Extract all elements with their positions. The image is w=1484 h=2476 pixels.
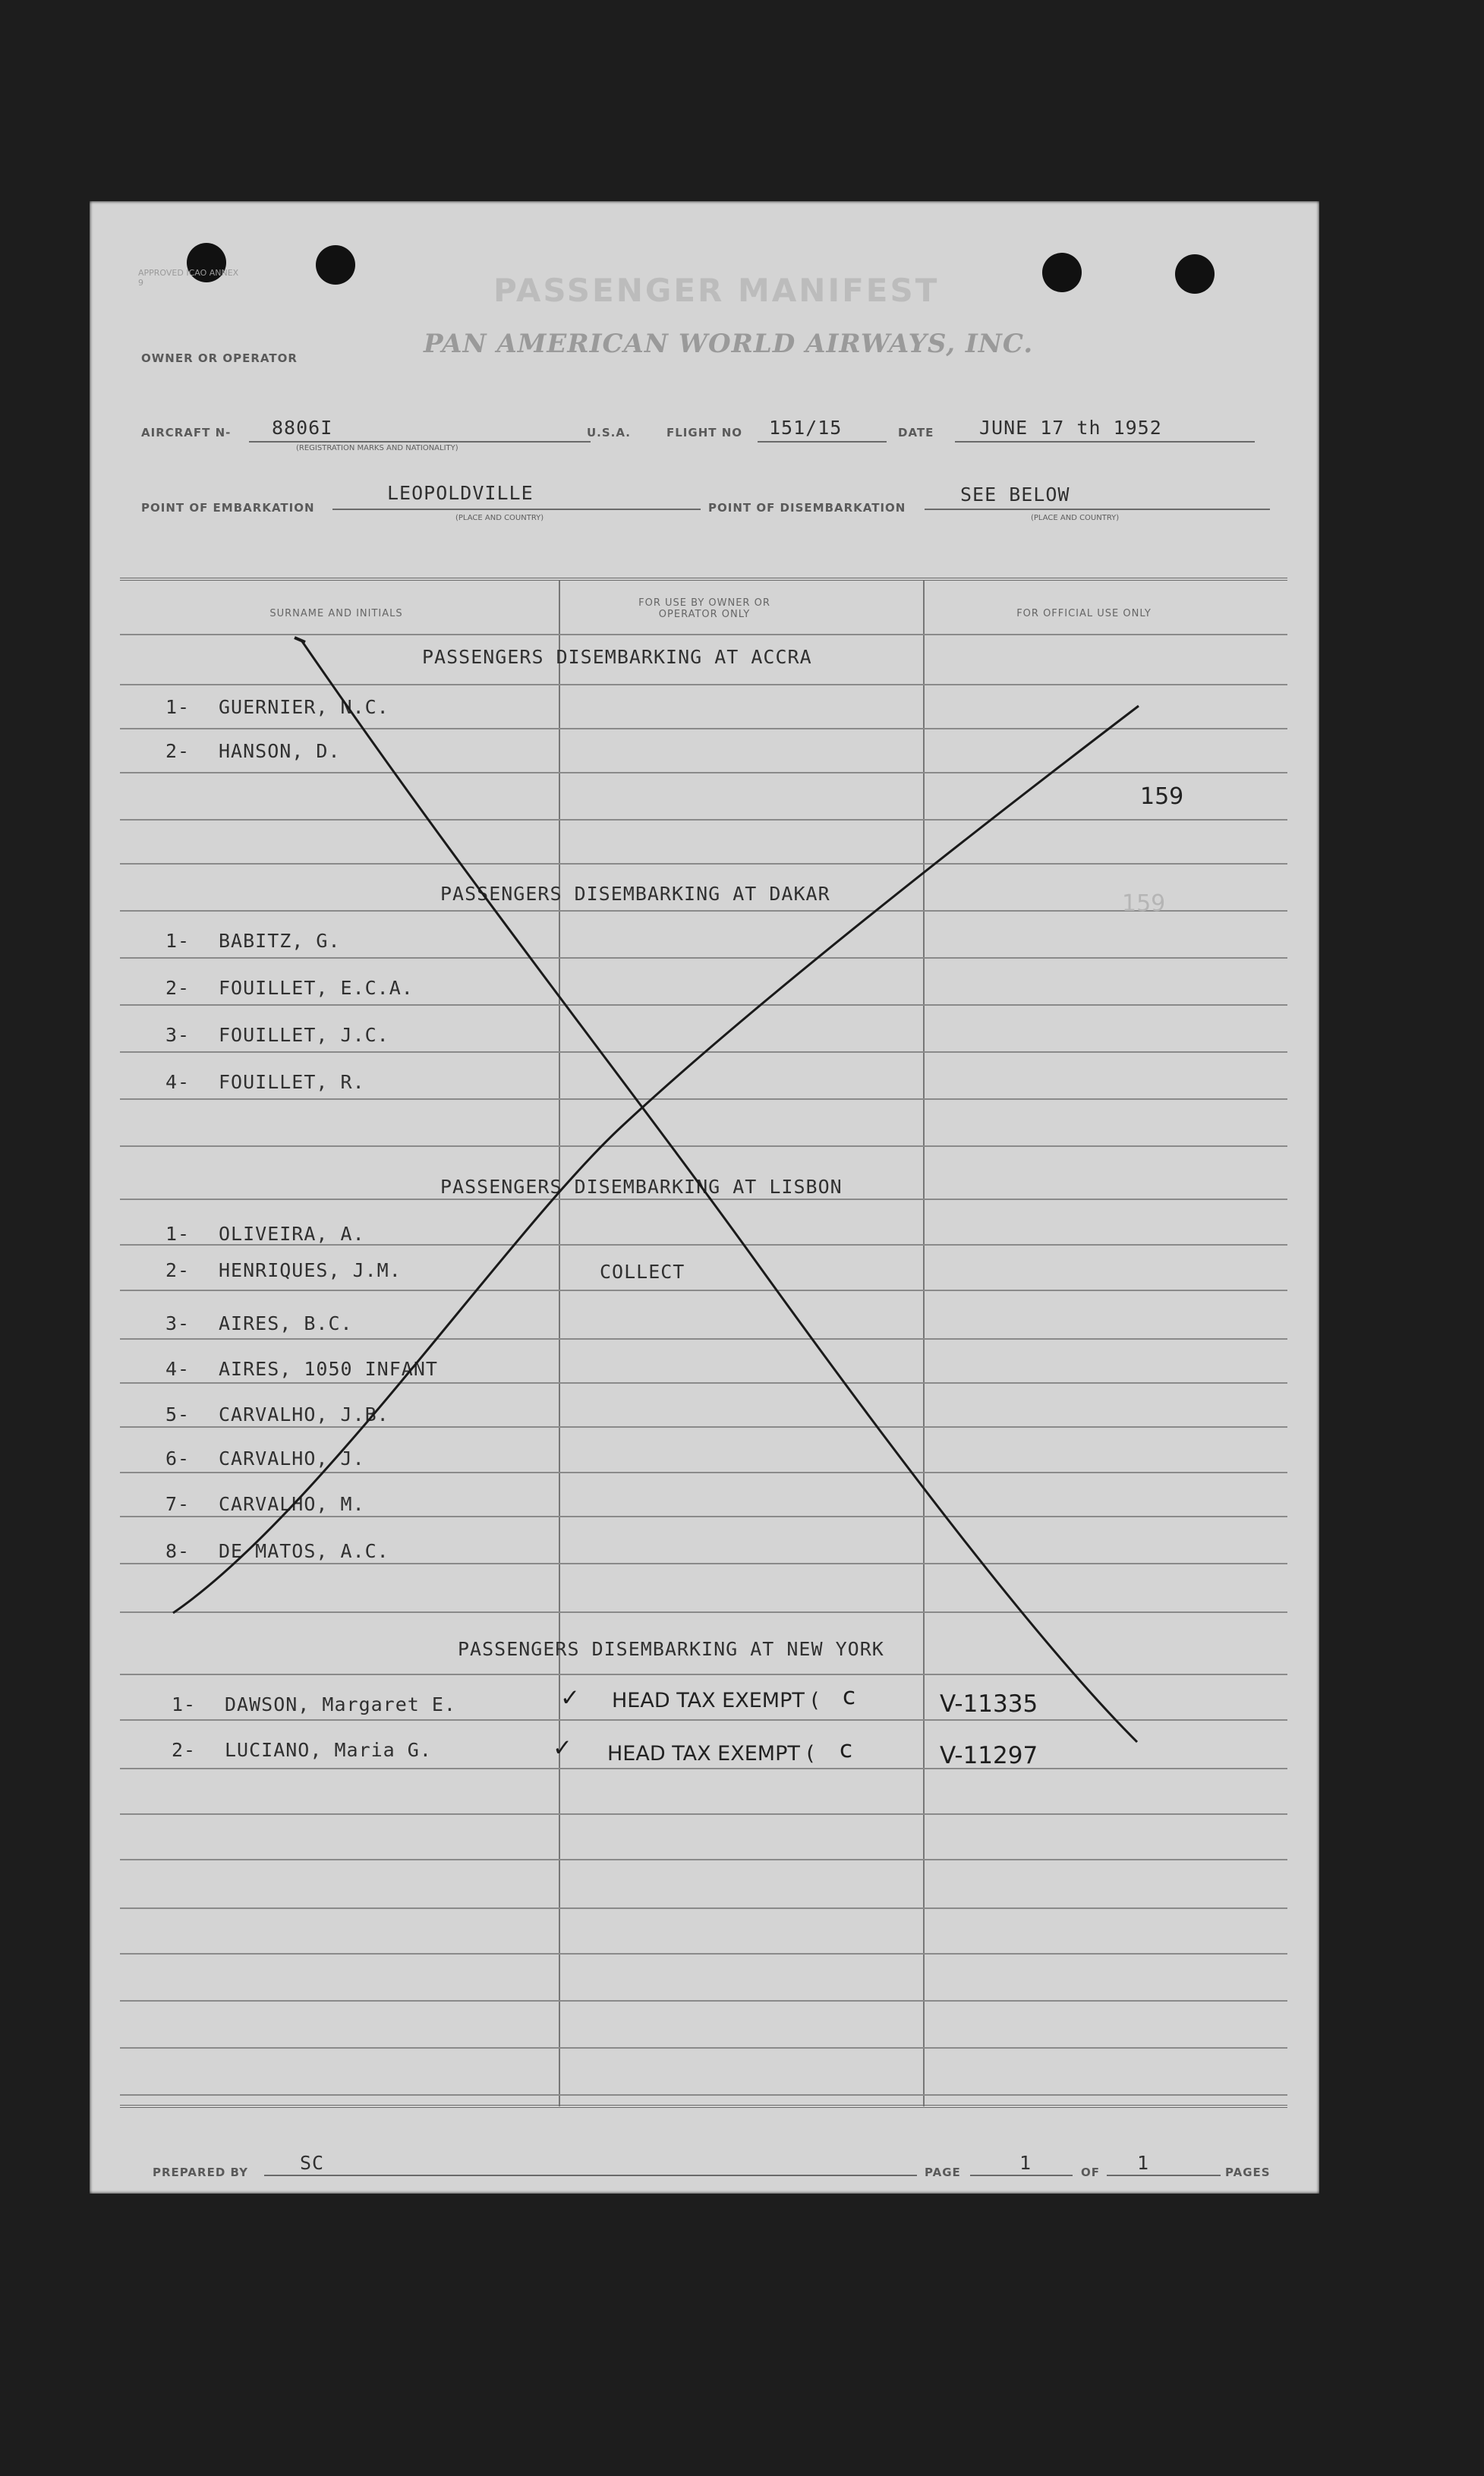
passenger-note: COLLECT [600,1261,685,1283]
passenger-num: 2- [172,1739,197,1761]
passenger-name: AIRES, B.C. [219,1312,353,1334]
passenger-name: AIRES, 1050 INFANT [219,1358,438,1380]
passenger-num: 2- [165,740,191,762]
disembark-label: POINT OF DISEMBARKATION [708,501,906,515]
passenger-num: 3- [165,1024,191,1046]
owner-label: OWNER OR OPERATOR [141,351,298,365]
col-owner-header: FOR USE BY OWNER OR OPERATOR ONLY [638,597,770,620]
date-label: DATE [898,426,934,439]
owner-value: PAN AMERICAN WORLD AIRWAYS, INC. [424,329,1034,359]
section-heading-lisbon: PASSENGERS DISEMBARKING AT LISBON [440,1176,843,1198]
approval-note: APPROVED ICAO ANNEX 9 [138,268,239,288]
form-title: PASSENGER MANIFEST [493,272,940,309]
disembark-value: SEE BELOW [960,484,1070,506]
embark-sub: (PLACE AND COUNTRY) [455,514,544,522]
manifest-page [90,201,1319,2194]
flight-label: FLIGHT NO [666,426,743,439]
section-heading-new-york: PASSENGERS DISEMBARKING AT NEW YORK [458,1638,884,1660]
passenger-name: DE MATOS, A.C. [219,1540,389,1562]
passenger-name: CARVALHO, J. [219,1447,365,1470]
passenger-num: 5- [165,1403,191,1425]
aircraft-label: AIRCRAFT N- [141,426,232,439]
passenger-num: 1- [165,1223,191,1245]
head-tax-mark: c [840,1736,853,1763]
passenger-num: 1- [172,1693,197,1715]
passenger-num: 2- [165,977,191,999]
stamp-number: 159 [1140,783,1184,810]
passenger-num: 6- [165,1447,191,1470]
passenger-num: 7- [165,1493,191,1515]
of-value: 1 [1137,2152,1150,2174]
passenger-num: 4- [165,1071,191,1093]
aircraft-value: 8806I [272,417,333,439]
page-value: 1 [1019,2152,1032,2174]
passenger-name: CARVALHO, M. [219,1493,365,1515]
passenger-num: 8- [165,1540,191,1562]
head-tax-mark: c [843,1683,856,1710]
check-mark: ✓ [553,1734,572,1762]
embark-label: POINT OF EMBARKATION [141,501,315,515]
check-mark: ✓ [560,1684,580,1712]
passenger-name: DAWSON, Margaret E. [225,1693,456,1715]
official-number: V-11297 [940,1742,1038,1769]
disembark-sub: (PLACE AND COUNTRY) [1031,514,1120,522]
of-label: OF [1081,2166,1100,2179]
passenger-name: FOUILLET, R. [219,1071,365,1093]
passenger-name: FOUILLET, J.C. [219,1024,389,1046]
head-tax-note: HEAD TAX EXEMPT ( [607,1742,814,1766]
passenger-name: GUERNIER, N.C. [219,696,389,718]
passenger-name: OLIVEIRA, A. [219,1223,365,1245]
stamp-number-faint: 159 [1122,890,1166,917]
section-heading-dakar: PASSENGERS DISEMBARKING AT DAKAR [440,883,830,905]
section-heading-accra: PASSENGERS DISEMBARKING AT ACCRA [422,646,812,668]
aircraft-sub: (REGISTRATION MARKS AND NATIONALITY) [296,444,458,452]
passenger-name: HANSON, D. [219,740,341,762]
passenger-num: 3- [165,1312,191,1334]
passenger-name: HENRIQUES, J.M. [219,1259,402,1281]
date-value: JUNE 17 th 1952 [979,417,1162,439]
flight-value: 151/15 [769,417,843,439]
prepared-label: PREPARED BY [153,2166,248,2179]
passenger-num: 1- [165,930,191,952]
passenger-name: FOUILLET, E.C.A. [219,977,414,999]
embark-value: LEOPOLDVILLE [387,482,534,504]
usa-label: U.S.A. [587,426,631,439]
prepared-value: SC [300,2152,325,2174]
official-number: V-11335 [940,1690,1038,1718]
pages-label: PAGES [1225,2166,1271,2179]
col-official-header: FOR OFFICIAL USE ONLY [1016,608,1152,619]
passenger-num: 1- [165,696,191,718]
passenger-num: 4- [165,1358,191,1380]
page-label: PAGE [925,2166,961,2179]
passenger-name: LUCIANO, Maria G. [225,1739,432,1761]
passenger-num: 2- [165,1259,191,1281]
col-surname-header: SURNAME AND INITIALS [269,608,403,619]
passenger-name: BABITZ, G. [219,930,341,952]
passenger-name: CARVALHO, J.B. [219,1403,389,1425]
head-tax-note: HEAD TAX EXEMPT ( [612,1689,819,1712]
cross-out-mark [90,201,1319,2194]
